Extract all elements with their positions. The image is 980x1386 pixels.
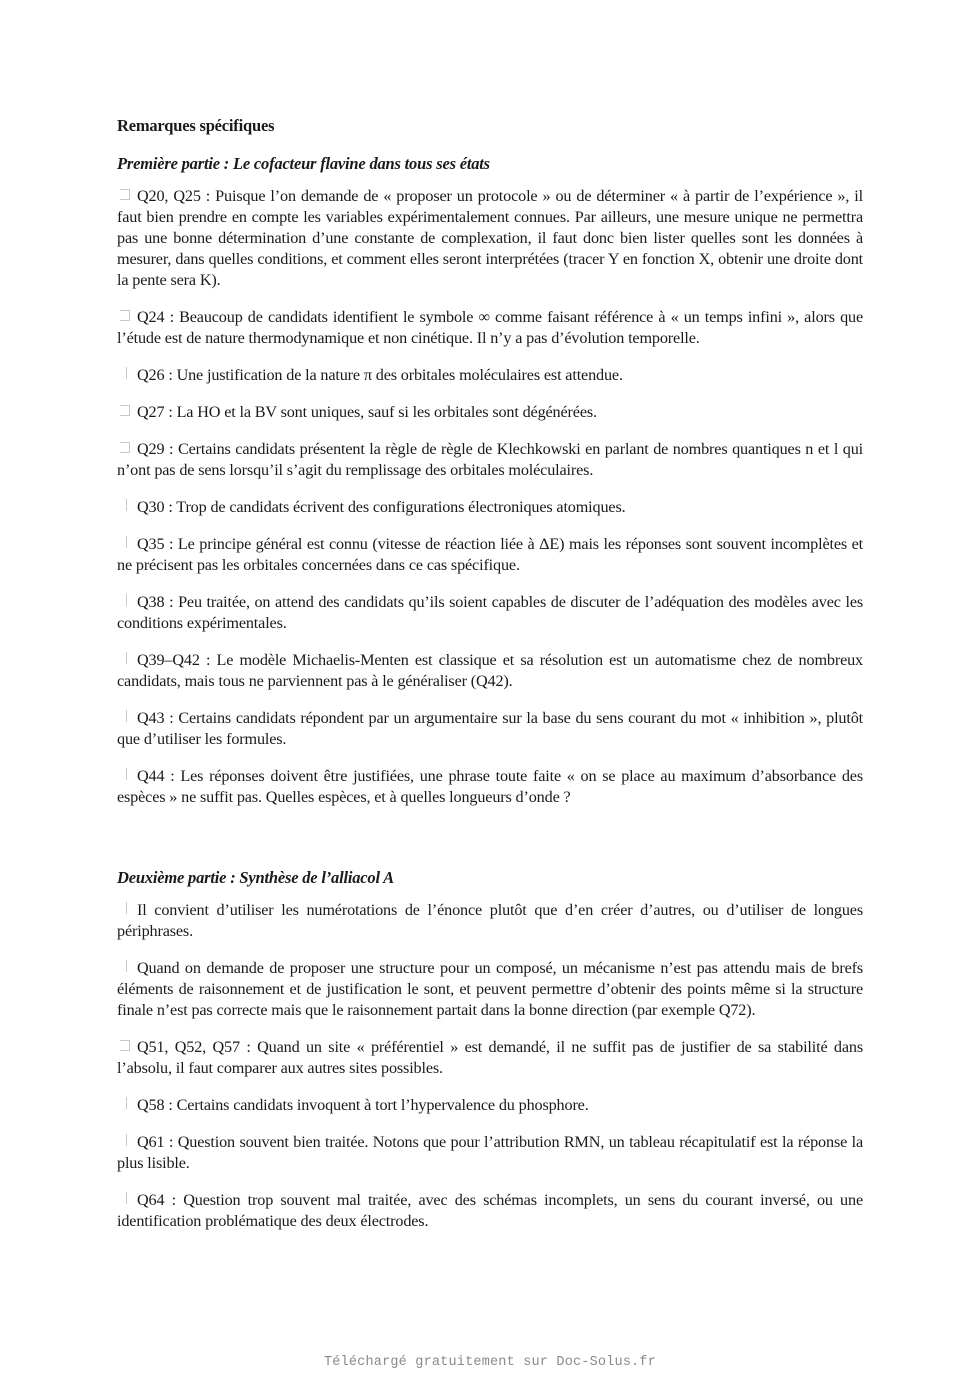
remark-item — [117, 900, 863, 942]
remark-item — [117, 365, 863, 386]
remark-item — [117, 186, 863, 291]
bar-bullet-icon — [126, 768, 127, 780]
remark-item — [117, 307, 863, 349]
remark-text: Quand on demande de proposer une structure pour un composé, un mécanisme n’est pas attendu mais de brefs éléments de raisonnement et de justification le sont, et peuvent permettre d’obtenir des points même si la structure finale n’est pas correcte mais que le raisonnement partait dans la bonne direction (par exemple Q72). — [117, 959, 863, 1019]
document-body — [117, 114, 863, 1248]
checkbox-bullet-icon — [120, 310, 130, 321]
checkbox-bullet-icon — [120, 405, 130, 416]
bar-bullet-icon — [126, 1097, 127, 1109]
part-title: Première partie : Le cofacteur flavine dans tous ses états — [117, 154, 490, 173]
remark-item — [117, 650, 863, 692]
part-title: Deuxième partie : Synthèse de l’alliacol A — [117, 868, 394, 887]
remark-item — [117, 497, 863, 518]
bar-bullet-icon — [126, 499, 127, 511]
remark-item — [117, 708, 863, 750]
remarks-list — [117, 186, 863, 808]
bar-bullet-icon — [126, 367, 127, 379]
bar-bullet-icon — [126, 710, 127, 722]
remark-text: Q27 : La HO et la BV sont uniques, sauf si les orbitales sont dégénérées. — [137, 403, 597, 421]
remark-item — [117, 534, 863, 576]
bar-bullet-icon — [126, 594, 127, 606]
remark-text: Q61 : Question souvent bien traitée. Notons que pour l’attribution RMN, un tableau récapitulatif est la réponse la plus lisible. — [117, 1133, 863, 1172]
bar-bullet-icon — [126, 1192, 127, 1204]
remark-item — [117, 958, 863, 1021]
remark-text: Q51, Q52, Q57 : Quand un site « préférentiel » est demandé, il ne suffit pas de justifier de sa stabilité dans l’absolu, il faut comparer aux autres sites possibles. — [117, 1038, 863, 1077]
section-spacer — [117, 824, 863, 866]
remark-text: Q43 : Certains candidats répondent par un argumentaire sur la base du sens courant du mot « inhibition », plutôt que d’utiliser les formules. — [117, 709, 863, 748]
remark-item — [117, 1190, 863, 1232]
bar-bullet-icon — [126, 960, 127, 972]
page-title: Remarques spécifiques — [117, 116, 275, 135]
remarks-list — [117, 900, 863, 1232]
download-footer: Téléchargé gratuitement sur Doc-Solus.fr — [323, 1355, 657, 1370]
remark-item — [117, 439, 863, 481]
bar-bullet-icon — [126, 536, 127, 548]
remark-item — [117, 402, 863, 423]
remark-text: Q39–Q42 : Le modèle Michaelis-Menten est classique et sa résolution est un automatisme chez de nombreux candidats, mais tous ne parviennent pas à le généraliser (Q42). — [117, 651, 863, 690]
remark-item — [117, 1132, 863, 1174]
remark-text: Q26 : Une justification de la nature π des orbitales moléculaires est attendue. — [137, 366, 623, 384]
remark-text: Q44 : Les réponses doivent être justifiées, une phrase toute faite « on se place au maximum d’absorbance des espèces » ne suffit pas. Quelles espèces, et à quelles longueurs d’onde ? — [117, 767, 863, 806]
remark-item — [117, 592, 863, 634]
remark-item — [117, 1037, 863, 1079]
remark-text: Q64 : Question trop souvent mal traitée, avec des schémas incomplets, un sens du courant inversé, ou une identification problématique des deux électrodes. — [117, 1191, 863, 1230]
checkbox-bullet-icon — [120, 1040, 130, 1051]
remark-text: Q35 : Le principe général est connu (vitesse de réaction liée à ΔE) mais les réponses sont souvent incomplètes et ne précisent pas les orbitales concernées dans ce cas spécifique. — [117, 535, 863, 574]
remark-text: Q20, Q25 : Puisque l’on demande de « proposer un protocole » ou de déterminer « à partir de l’expérience », il faut bien prendre en compte les variables expérimentalement connues. Par ailleurs, une mesure unique ne permettra pas une bonne détermination d’une constante de complexation, il faut donc bien lister quelles sont les données à mesurer, dans quelles conditions, et comment elles seront interprétées (tracer Y en fonction X, obtenir une droite dont la pente sera K). — [117, 187, 863, 289]
bar-bullet-icon — [126, 902, 127, 914]
remark-text: Q38 : Peu traitée, on attend des candidats qu’ils soient capables de discuter de l’adéquation des modèles avec les conditions expérimentales. — [117, 593, 863, 632]
remark-text: Q29 : Certains candidats présentent la règle de règle de Klechkowski en parlant de nombres quantiques n et l qui n’ont pas de sens lorsqu’il s’agit du remplissage des orbitales moléculaires. — [117, 440, 863, 479]
part-section — [117, 152, 863, 808]
remark-text: Q30 : Trop de candidats écrivent des configurations électroniques atomiques. — [137, 498, 626, 516]
remark-item — [117, 1095, 863, 1116]
checkbox-bullet-icon — [120, 189, 130, 200]
remark-item — [117, 766, 863, 808]
remark-text: Il convient d’utiliser les numérotations de l’énonce plutôt que d’en créer d’autres, ou d’utiliser de longues périphrases. — [117, 901, 863, 940]
bar-bullet-icon — [126, 1134, 127, 1146]
part-section — [117, 866, 863, 1232]
remark-text: Q58 : Certains candidats invoquent à tort l’hypervalence du phosphore. — [137, 1096, 589, 1114]
bar-bullet-icon — [126, 652, 127, 664]
checkbox-bullet-icon — [120, 442, 130, 453]
remark-text: Q24 : Beaucoup de candidats identifient le symbole ∞ comme faisant référence à « un temps infini », alors que l’étude est de nature thermodynamique et non cinétique. Il n’y a pas d’évolution temporelle. — [117, 308, 863, 347]
